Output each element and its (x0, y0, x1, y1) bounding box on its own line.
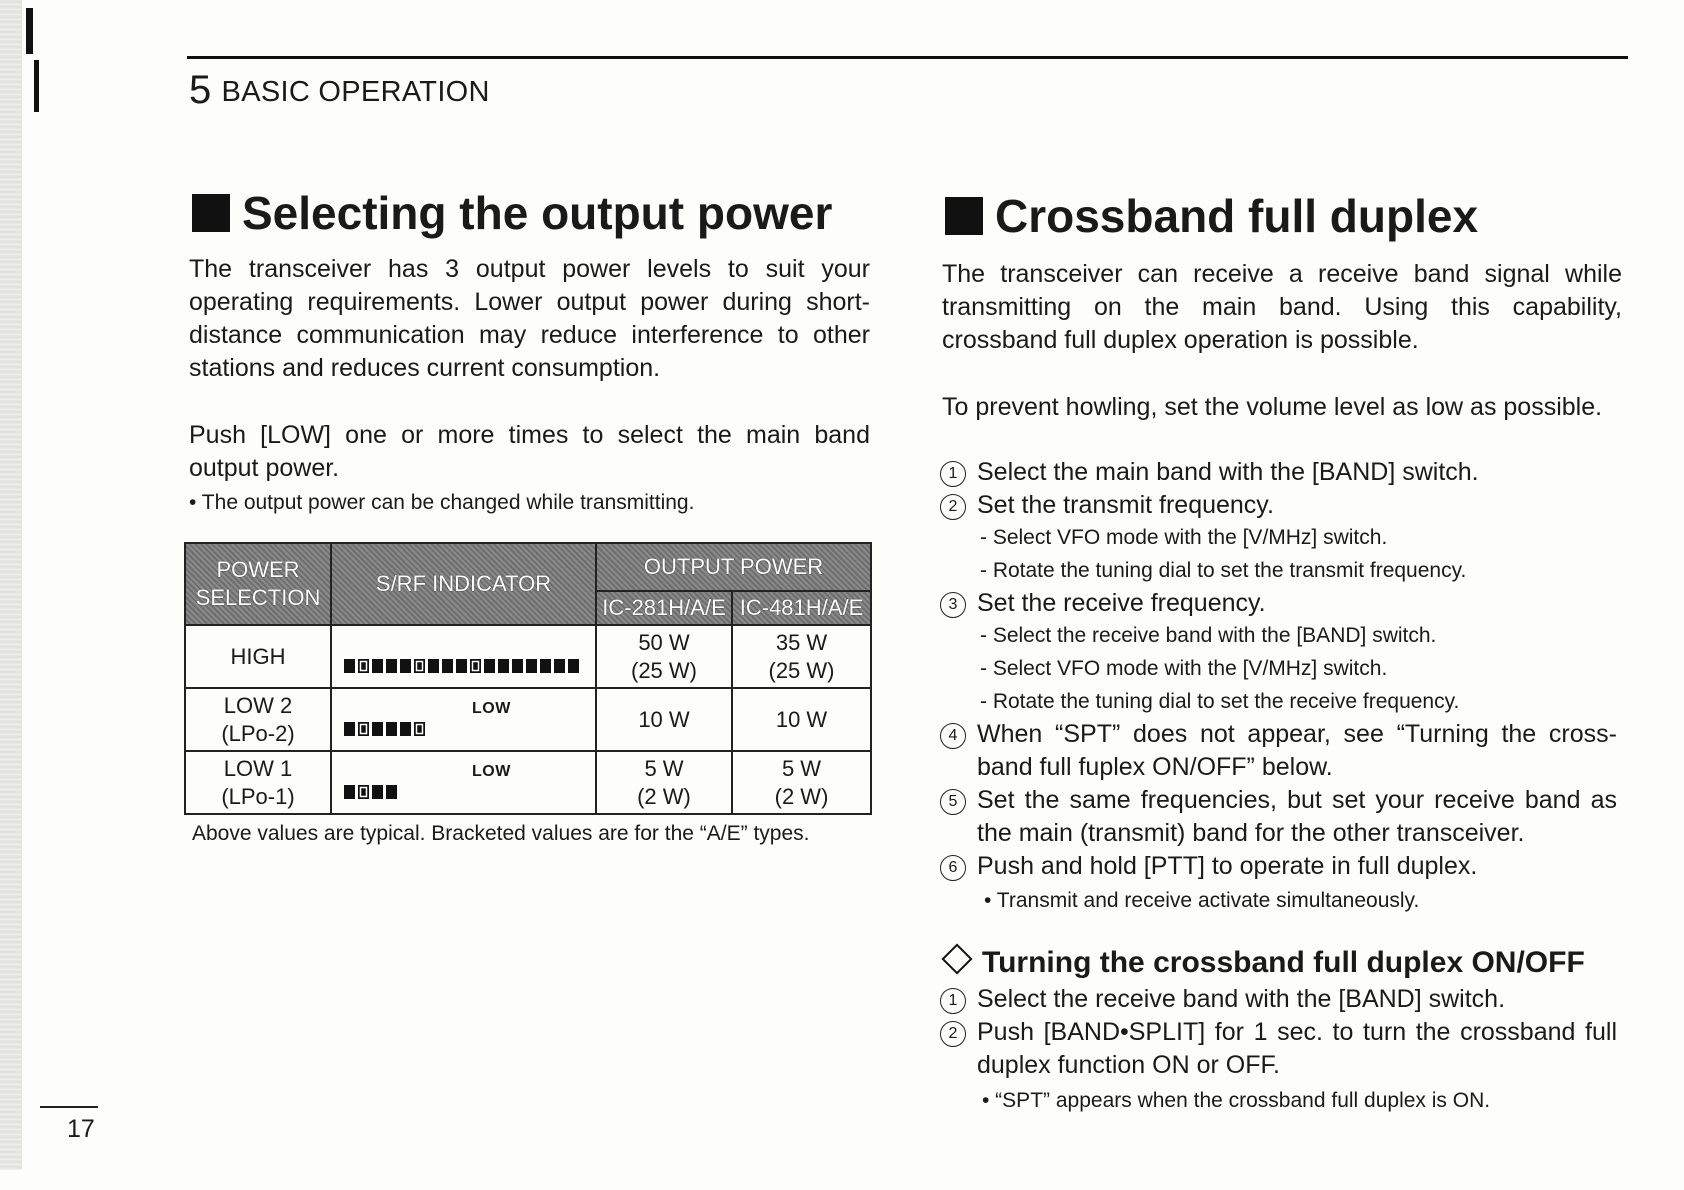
table-row (185, 688, 871, 751)
step-number-icon: 6 (940, 855, 966, 881)
step-item (940, 587, 1630, 620)
step-item (940, 983, 1630, 1016)
step-item (940, 718, 1630, 784)
subsection-title-text: Turning the crossband full duplex ON/OFF (982, 946, 1585, 979)
meter-low2-icon (344, 722, 444, 736)
indicator-cell (331, 625, 596, 688)
power-selection-cell: HIGH (185, 625, 331, 688)
step-number-icon: 4 (940, 723, 966, 749)
power-cell: 5 W (2 W) (596, 751, 732, 814)
intro-paragraph: The transceiver has 3 output power levels to suit your operating requirements. Lower output power during short-distance communication may reduce interference to other stations and reduces current consumption. (189, 255, 870, 382)
note-text: • Transmit and receive activate simultaneously. (984, 889, 1420, 912)
substep-text: - Select the receive band with the [BAND] switch. (980, 624, 1437, 647)
diamond-icon (941, 943, 972, 974)
howling-paragraph: To prevent howling, set the volume level as low as possible. (942, 393, 1603, 421)
power-cell: 10 W (732, 688, 871, 751)
edge-mark (26, 8, 33, 54)
power-cell: 35 W (25 W) (732, 625, 871, 688)
header-indicator: S/RF INDICATOR (331, 543, 596, 625)
step-text: Push and hold [PTT] to operate in full duplex. (977, 852, 1478, 880)
step-number-icon: 2 (940, 494, 966, 520)
power-selection-cell: LOW 2 (LPo-2) (185, 688, 331, 751)
note-text: • The output power can be changed while transmitting. (189, 491, 695, 514)
chapter-heading (189, 68, 490, 113)
power-cell: 50 W (25 W) (596, 625, 732, 688)
binding-strip (0, 0, 22, 1170)
page-number-rule (40, 1106, 98, 1108)
step-text: Select the main band with the [BAND] switch. (977, 458, 1479, 486)
edge-mark (34, 60, 39, 112)
step-number-icon: 5 (940, 789, 966, 815)
substep-text: - Rotate the tuning dial to set the transmit frequency. (980, 559, 1467, 582)
substep-text: - Select VFO mode with the [V/MHz] switch. (980, 657, 1388, 680)
power-cell: 5 W (2 W) (732, 751, 871, 814)
step-text: Set the same frequencies, but set your receive band as the main (transmit) band for the other transceiver. (977, 786, 1617, 847)
table-row (185, 625, 871, 688)
indicator-cell (331, 688, 596, 751)
chapter-title: BASIC OPERATION (221, 76, 490, 108)
power-selection-cell: LOW 1 (LPo-1) (185, 751, 331, 814)
step-text: When “SPT” does not appear, see “Turning the cross-band full fuplex ON/OFF” below. (977, 720, 1617, 781)
subsection-title (940, 946, 1585, 980)
section-title-text: Crossband full duplex (995, 190, 1479, 242)
chapter-number: 5 (189, 68, 212, 112)
header-model-a: IC-281H/A/E (596, 591, 732, 625)
header-power-selection: POWER SELECTION (185, 543, 331, 625)
power-cell: 10 W (596, 688, 732, 751)
step-number-icon: 2 (940, 1021, 966, 1047)
low-label: LOW (472, 763, 511, 780)
header-output-power: OUTPUT POWER (596, 543, 871, 591)
intro-paragraph: The transceiver can receive a receive band signal while transmitting on the main band. Using this capability, crossband full duplex operation is possible. (942, 260, 1622, 354)
output-power-table (184, 542, 872, 815)
section-square-icon (192, 194, 230, 232)
note-text: • “SPT” appears when the crossband full duplex is ON. (982, 1089, 1491, 1112)
instruction-paragraph: Push [LOW] one or more times to select the main band output power. (189, 421, 870, 482)
step-item (940, 489, 1630, 522)
step-number-icon: 1 (940, 461, 966, 487)
page-number: 17 (67, 1115, 95, 1143)
meter-low1-icon (344, 785, 404, 799)
step-number-icon: 3 (940, 592, 966, 618)
step-number-icon: 1 (940, 988, 966, 1014)
step-item (940, 456, 1630, 489)
substep-text: - Rotate the tuning dial to set the receive frequency. (980, 690, 1460, 713)
table-row (185, 751, 871, 814)
step-item (940, 1016, 1630, 1082)
step-item (940, 784, 1630, 850)
step-text: Push [BAND•SPLIT] for 1 sec. to turn the crossband full duplex function ON or OFF. (977, 1018, 1617, 1079)
header-model-b: IC-481H/A/E (732, 591, 871, 625)
section-title-text: Selecting the output power (242, 187, 833, 239)
header-rule (187, 56, 1628, 59)
step-text: Select the receive band with the [BAND] switch. (977, 985, 1506, 1013)
section-title-output-power (192, 187, 832, 239)
table-caption: Above values are typical. Bracketed values are for the “A/E” types. (192, 822, 810, 845)
substep-text: - Select VFO mode with the [V/MHz] switch. (980, 526, 1388, 549)
low-label: LOW (472, 700, 511, 717)
step-text: Set the transmit frequency. (977, 491, 1274, 519)
section-title-crossband (945, 190, 1478, 242)
step-item (940, 850, 1630, 883)
meter-full-icon (344, 659, 594, 673)
step-text: Set the receive frequency. (977, 589, 1266, 617)
section-square-icon (945, 197, 983, 235)
indicator-cell (331, 751, 596, 814)
